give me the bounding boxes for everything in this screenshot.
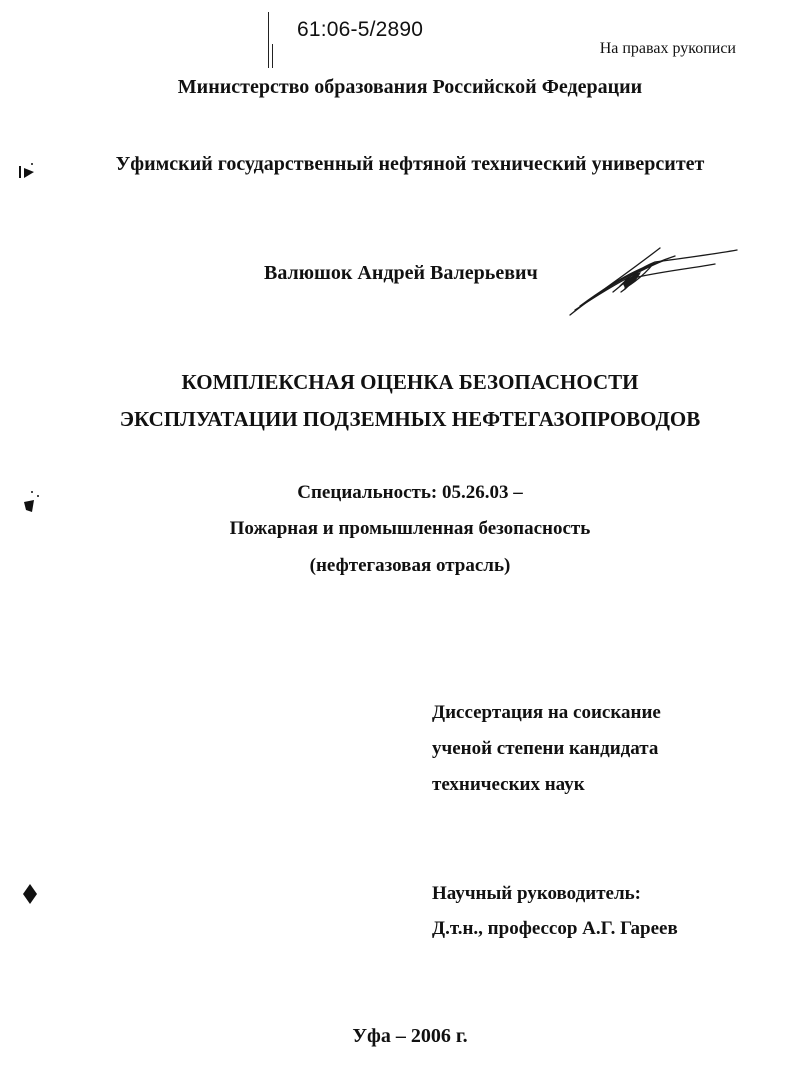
specialty-code: Специальность: 05.26.03 – — [297, 482, 523, 503]
archive-stamp-code: 61:06-5/2890 — [297, 18, 424, 41]
dissertation-line-3: технических наук — [432, 774, 585, 795]
dissertation-line-1: Диссертация на соискание — [432, 702, 661, 723]
supervisor-name: Д.т.н., профессор А.Г. Гареев — [432, 918, 678, 939]
specialty-branch: (нефтегазовая отрасль) — [309, 555, 511, 576]
rights-note: На правах рукописи — [599, 40, 736, 57]
specialty-name: Пожарная и промышленная безопасность — [229, 518, 591, 539]
ministry-name: Министерство образования Российской Федерации — [177, 76, 643, 98]
author-name: Валюшок Андрей Валерьевич — [264, 262, 538, 284]
binder-hole-mark-icon — [20, 882, 40, 906]
supervisor-label: Научный руководитель: — [432, 883, 641, 904]
binder-hole-mark-icon — [16, 160, 38, 184]
author-signature — [565, 240, 745, 320]
stamp-line-right — [272, 44, 273, 68]
place-and-year: Уфа – 2006 г. — [352, 1025, 468, 1047]
binder-hole-mark-icon — [18, 488, 42, 518]
university-name: Уфимский государственный нефтяной технический университет — [115, 153, 705, 175]
thesis-title-line-2: ЭКСПЛУАТАЦИИ ПОДЗЕМНЫХ НЕФТЕГАЗОПРОВОДОВ — [119, 407, 701, 431]
stamp-line-left — [268, 12, 269, 68]
thesis-title-line-1: КОМПЛЕКСНАЯ ОЦЕНКА БЕЗОПАСНОСТИ — [181, 370, 639, 394]
dissertation-line-2: ученой степени кандидата — [432, 738, 659, 759]
